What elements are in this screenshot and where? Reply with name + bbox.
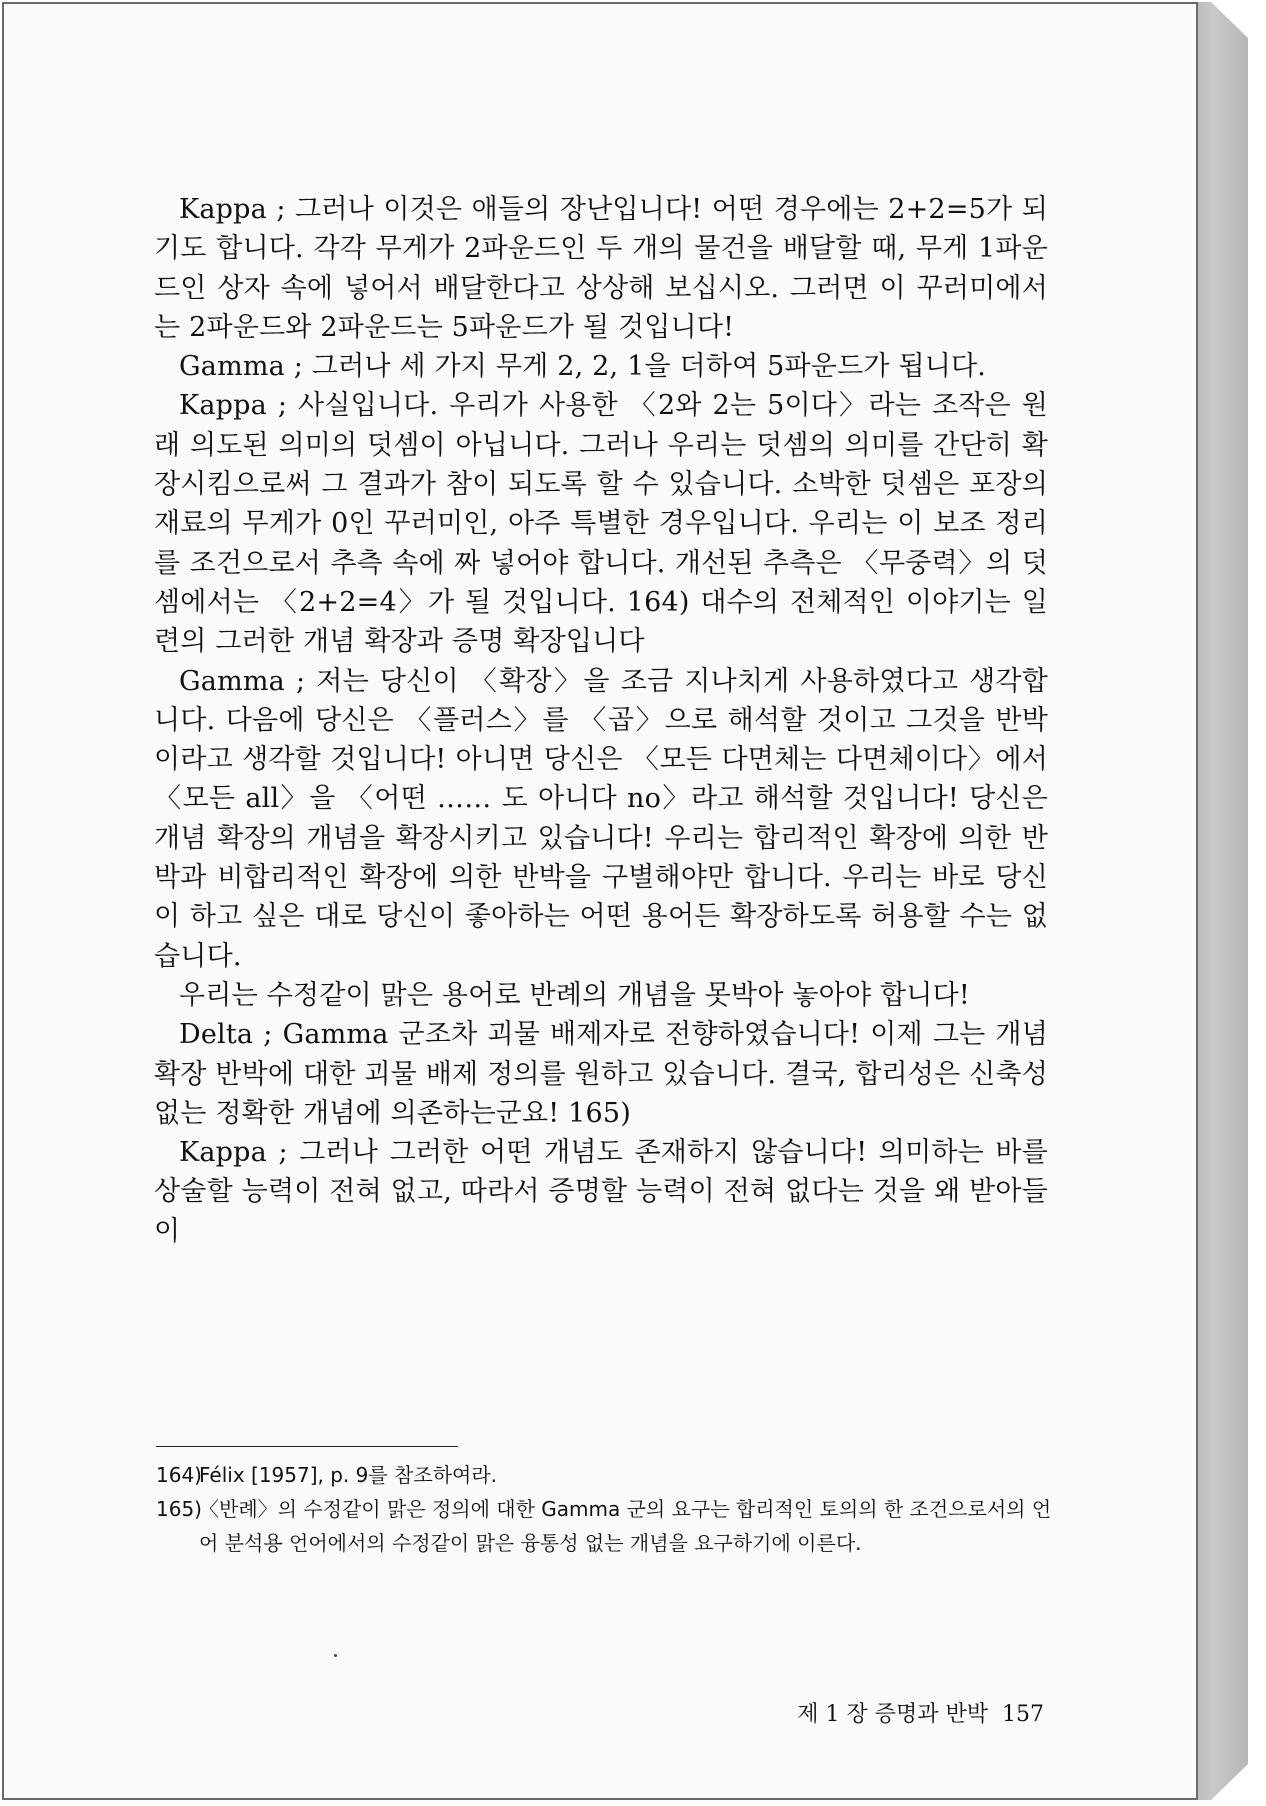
chapter-title: 제 1 장 증명과 반박 (797, 1702, 988, 1727)
paragraph-gamma-1: Gamma ; 그러나 세 가지 무게 2, 2, 1을 더하여 5파운드가 됩니다. (179, 351, 987, 383)
paragraph-gamma-3: 우리는 수정같이 맑은 용어로 반례의 개념을 못박아 놓아야 합니다! (179, 979, 970, 1011)
paragraph-delta-1: Delta ; Gamma 군조차 괴물 배제자로 전향하였습니다! 이제 그는 개념 확장 반박에 대한 괴물 배제 정의를 원하고 있습니다. 결국, 합리성은 신축성 없는 정확한 개념에 의존하는군요! 165) (154, 1019, 1048, 1129)
footnote-number: 165) (156, 1497, 202, 1521)
page-edge-shadow (1198, 2, 1248, 1800)
footnote-divider (156, 1446, 458, 1447)
page-number: 157 (1002, 1702, 1044, 1727)
footnotes (156, 1458, 1052, 1560)
paragraph-gamma-2: Gamma ; 저는 당신이 〈확장〉을 조금 지나치게 사용하였다고 생각합니다. 다음에 당신은 〈플러스〉를 〈곱〉으로 해석할 것이고 그것을 반박이라고 생각할 것입니다! 아니면 당신은 〈모든 다면체는 다면체이다〉에서 〈모든 all〉을 〈어떤 …… 도 아니다 no〉라고 해석할 것입니다! 당신은 개념 확장의 개념을 확장시키고 있습니다! 우리는 합리적인 확장에 의한 반박과 비합리적인 확장에 의한 반박을 구별해야만 합니다. 우리는 바로 당신이 하고 싶은 대로 당신이 좋아하는 어떤 용어든 확장하도록 허용할 수는 없습니다. (154, 665, 1048, 972)
scan-speck (334, 1654, 337, 1657)
paragraph-kappa-1: Kappa ; 그러나 이것은 애들의 장난입니다! 어떤 경우에는 2+2=5가 되기도 합니다. 각각 무게가 2파운드인 두 개의 물건을 배달할 때, 무게 1파운드인 상자 속에 넣어서 배달한다고 상상해 보십시오. 그러면 이 꾸러미에서는 2파운드와 2파운드는 5파운드가 될 것입니다! (154, 194, 1048, 343)
body-text (154, 190, 1048, 1251)
page-sheet (2, 2, 1198, 1800)
running-footer (764, 1697, 1044, 1728)
paragraph-kappa-3: Kappa ; 그러나 그러한 어떤 개념도 존재하지 않습니다! 의미하는 바를 상술할 능력이 전혀 없고, 따라서 증명할 능력이 전혀 없다는 것을 왜 받아들이 (154, 1137, 1048, 1247)
footnote-text: Félix [1957], p. 9를 참조하여라. (199, 1463, 498, 1487)
footnote-165 (156, 1492, 1052, 1560)
footnote-164 (156, 1458, 1052, 1492)
footnote-text: 〈반례〉의 수정같이 맑은 정의에 대한 Gamma 군의 요구는 합리적인 토의의 한 조건으로서의 언어 분석용 언어에서의 수정같이 맑은 융통성 없는 개념을 요구하기에 이른다. (199, 1497, 1052, 1555)
footnote-number: 164) (156, 1463, 202, 1487)
paragraph-kappa-2: Kappa ; 사실입니다. 우리가 사용한 〈2와 2는 5이다〉라는 조작은 원래 의도된 의미의 덧셈이 아닙니다. 그러나 우리는 덧셈의 의미를 간단히 확장시킴으로써 그 결과가 참이 되도록 할 수 있습니다. 소박한 덧셈은 포장의 재료의 무게가 0인 꾸러미인, 아주 특별한 경우입니다. 우리는 이 보조 정리를 조건으로서 추측 속에 짜 넣어야 합니다. 개선된 추측은 〈무중력〉의 덧셈에서는 〈2+2=4〉가 될 것입니다. 164) 대수의 전체적인 이야기는 일련의 그러한 개념 확장과 증명 확장입니다 (154, 390, 1048, 658)
